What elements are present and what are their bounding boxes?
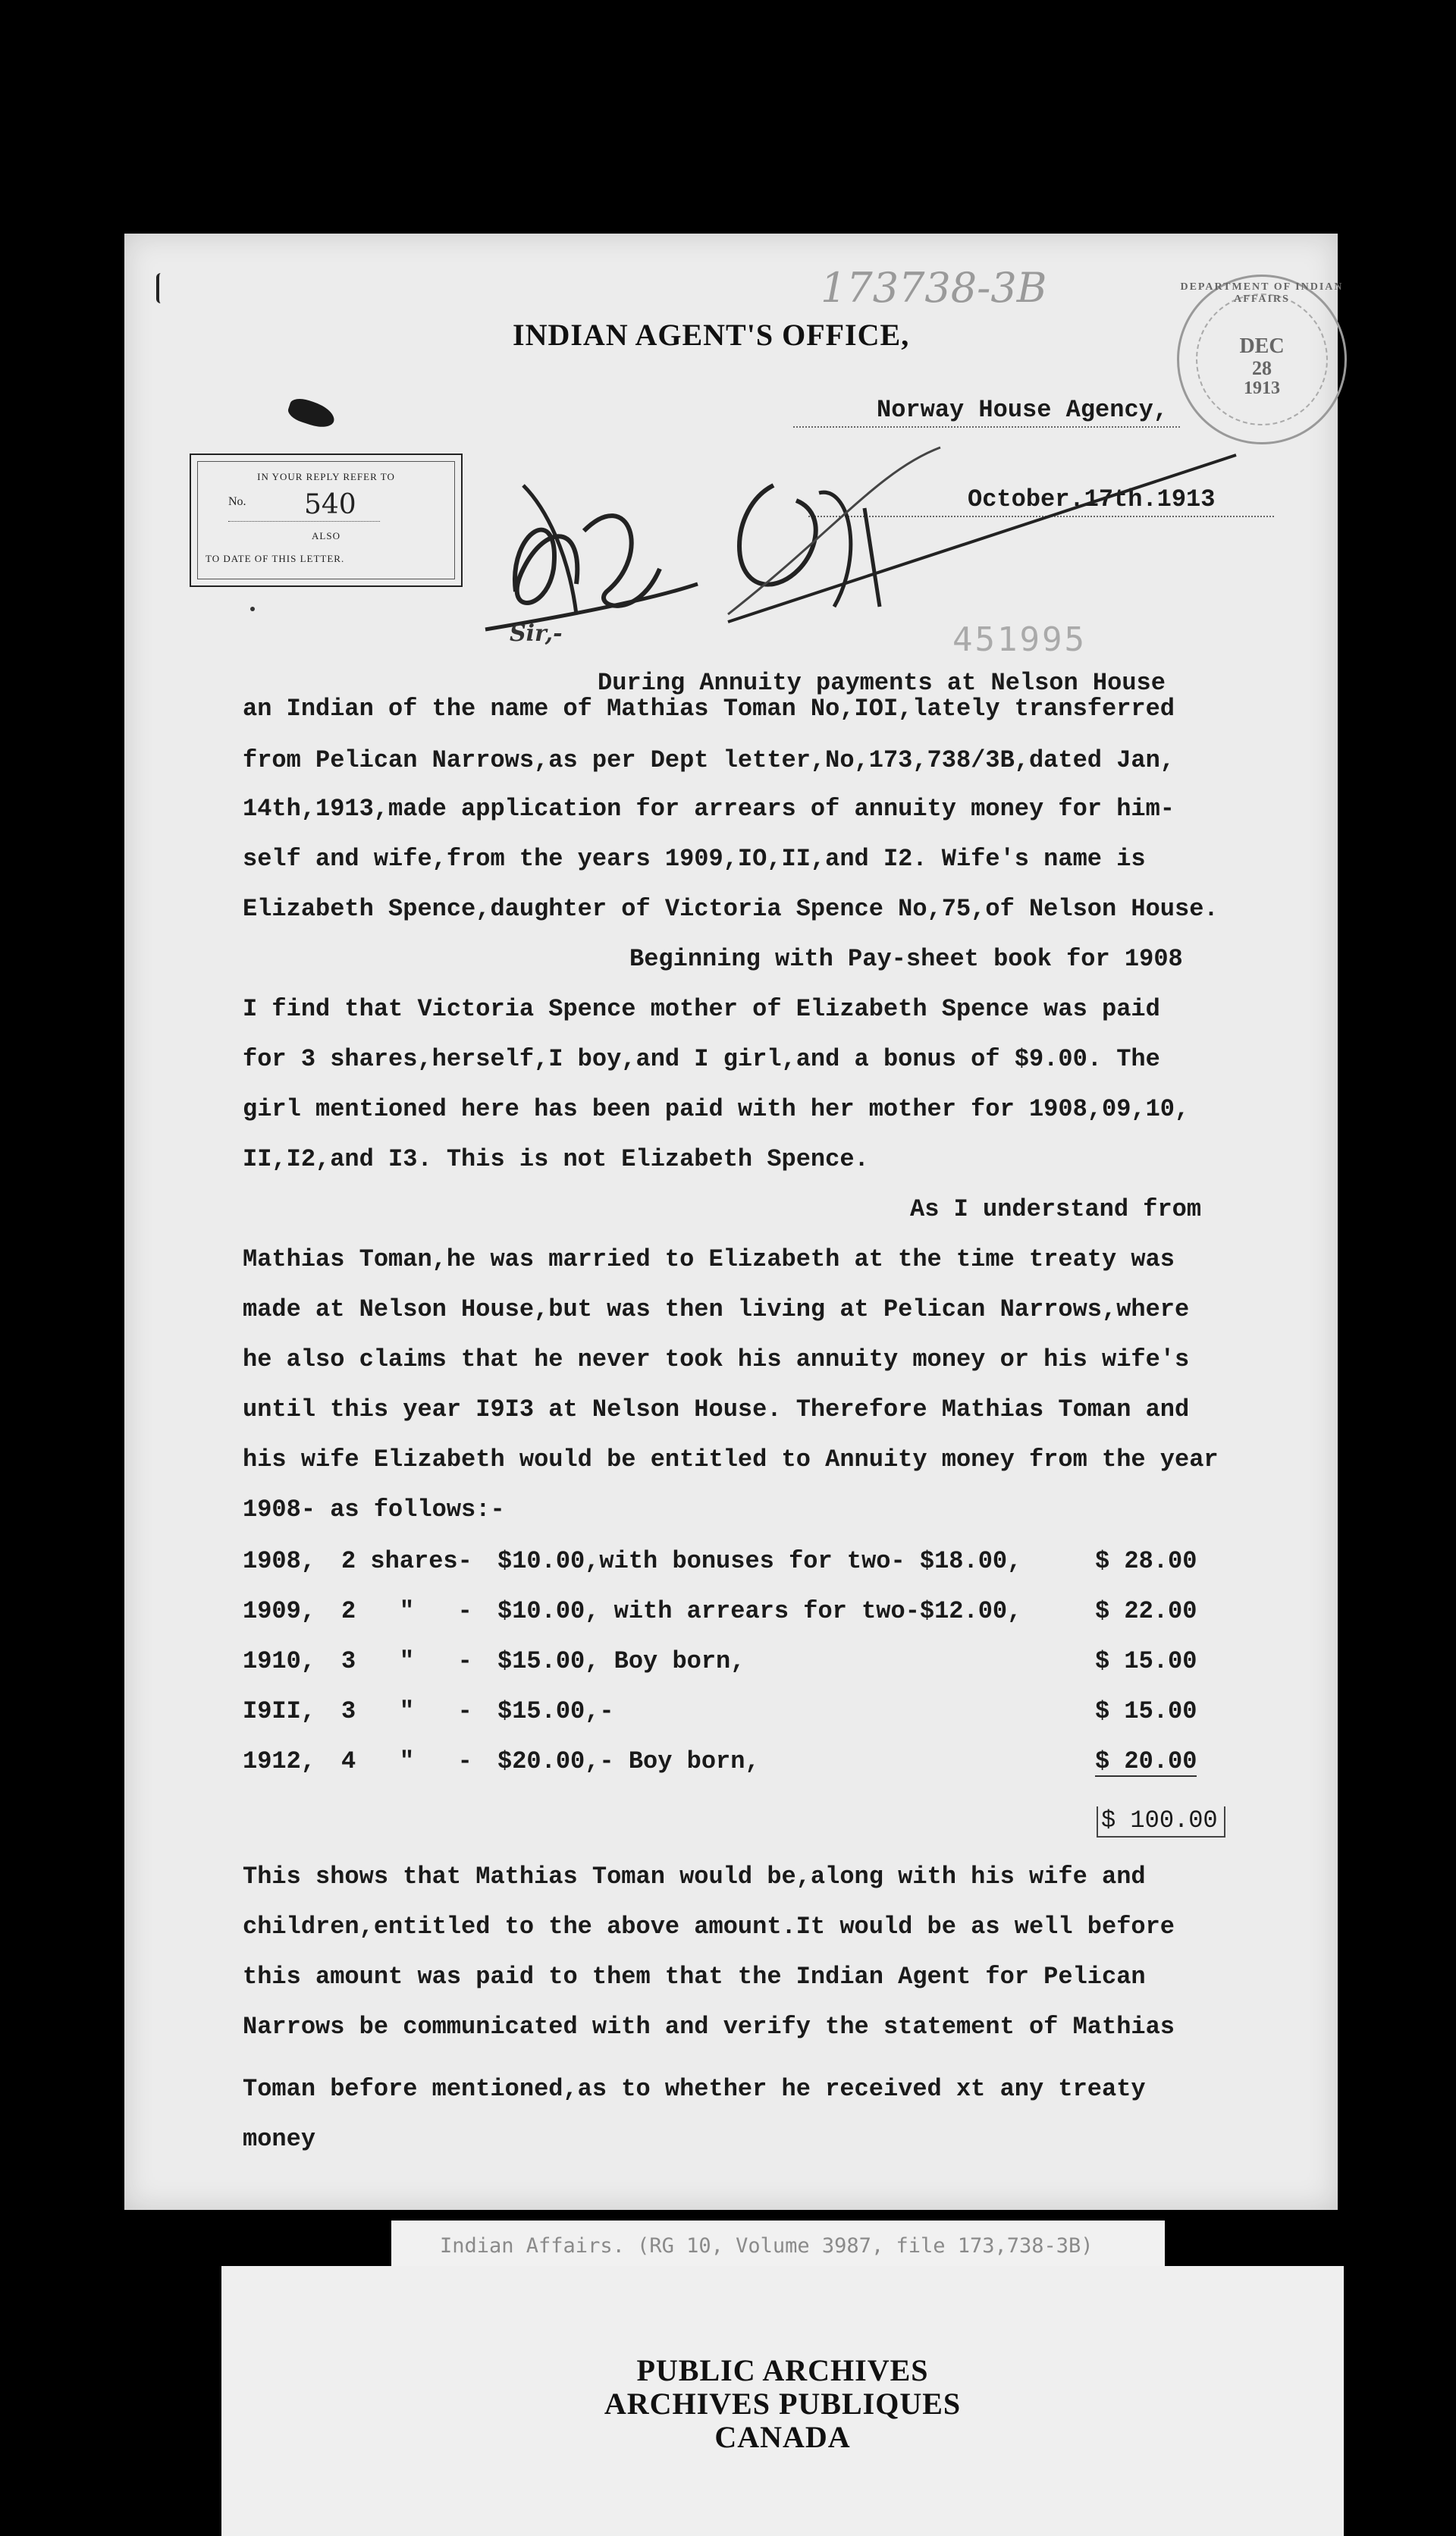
para3-line4: he also claims that he never took his annuity money or his wife's	[243, 1345, 1190, 1373]
para3-line6: his wife Elizabeth would be entitled to Annuity money from the year	[243, 1445, 1219, 1474]
table-row-4-year: I9II,	[243, 1697, 316, 1725]
table-row-4-desc: $15.00,-	[497, 1697, 614, 1725]
agency-line	[793, 426, 1180, 428]
stamp-year: 1913	[1244, 378, 1280, 398]
para1-line2: an Indian of the name of Mathias Toman No,IOI,lately transferred	[243, 695, 1175, 723]
table-row-2-desc: $10.00, with arrears for two-$12.00,	[497, 1597, 1022, 1625]
table-row-3-shares: 3 " -	[341, 1647, 472, 1675]
office-title: INDIAN AGENT'S OFFICE,	[513, 318, 910, 352]
annuity-table	[243, 1547, 1228, 1805]
para4-line3: this amount was paid to them that the Indian Agent for Pelican	[243, 1963, 1146, 1991]
reply-box-footer: TO DATE OF THIS LETTER.	[206, 553, 345, 564]
reply-number-label: No.	[228, 495, 246, 508]
para3-line1: As I understand from	[910, 1195, 1202, 1223]
archives-line-1: PUBLIC ARCHIVES	[636, 2353, 929, 2387]
para2-line2: I find that Victoria Spence mother of Elizabeth Spence was paid	[243, 995, 1160, 1023]
table-row-3-amount: $ 15.00	[1095, 1647, 1197, 1675]
table-row-5-amount: $ 20.00	[1095, 1747, 1197, 1775]
para4-line5: Toman before mentioned,as to whether he received xt any treaty	[243, 2075, 1146, 2103]
table-row-5-desc: $20.00,- Boy born,	[497, 1747, 760, 1775]
reply-number-line	[228, 489, 380, 522]
para3-line3: made at Nelson House,but was then living at Pelican Narrows,where	[243, 1295, 1190, 1323]
para2-line1: Beginning with Pay-sheet book for 1908	[629, 945, 1183, 973]
para2-line3: for 3 shares,herself,I boy,and I girl,and a bonus of $9.00. The	[243, 1045, 1160, 1073]
stamp-month: DEC	[1239, 334, 1285, 358]
para1-line3: from Pelican Narrows,as per Dept letter,No,173,738/3B,dated Jan,	[243, 746, 1175, 774]
archives-line-3: CANADA	[714, 2420, 851, 2454]
reply-box-also: ALSO	[312, 530, 340, 541]
archives-line-2: ARCHIVES PUBLIQUES	[604, 2387, 962, 2421]
initial-stroke-2	[584, 516, 660, 606]
para2-line5: II,I2,and I3. This is not Elizabeth Spence.	[243, 1145, 869, 1173]
table-row-1-desc: $10.00,with bonuses for two- $18.00,	[497, 1547, 1022, 1575]
table-row-5-year: 1912,	[243, 1747, 316, 1775]
archives-block	[221, 2266, 1344, 2536]
para2-line4: girl mentioned here has been paid with her mother for 1908,09,10,	[243, 1095, 1190, 1123]
table-row-1-amount: $ 28.00	[1095, 1547, 1197, 1575]
para3-line7: 1908- as follows:-	[243, 1496, 505, 1524]
letter-date: October.17th.1913	[968, 485, 1216, 513]
table-row-4-shares: 3 " -	[341, 1697, 472, 1725]
para1-line4: 14th,1913,made application for arrears of annuity money for him-	[243, 795, 1175, 823]
ink-dot-icon	[250, 607, 255, 611]
initial-stroke-4	[739, 485, 816, 585]
table-row-2-year: 1909,	[243, 1597, 316, 1625]
received-stamp	[1177, 275, 1347, 444]
table-row-3-year: 1910,	[243, 1647, 316, 1675]
para4-line4: Narrows be communicated with and verify the statement of Mathias	[243, 2013, 1175, 2041]
para4-line2: children,entitled to the above amount.It would be as well before	[243, 1913, 1175, 1941]
margin-mark-icon	[156, 273, 170, 303]
para1-line1: During Annuity payments at Nelson House	[598, 669, 1166, 697]
table-total: $ 100.00	[1097, 1806, 1225, 1838]
para3-line5: until this year I9I3 at Nelson House. Therefore Mathias Toman and	[243, 1395, 1190, 1423]
pen-line	[728, 455, 1236, 622]
initial-stroke-6	[864, 508, 880, 607]
table-row-5-shares: 4 " -	[341, 1747, 472, 1775]
handwritten-initials	[455, 440, 1304, 667]
para1-line6: Elizabeth Spence,daughter of Victoria Spence No,75,of Nelson House.	[243, 895, 1219, 923]
table-row-2-amount: $ 22.00	[1095, 1597, 1197, 1625]
citation-text: Indian Affairs. (RG 10, Volume 3987, file 173,738-3B)	[440, 2234, 1094, 2258]
reply-number-value: 540	[304, 489, 356, 520]
table-row-4-amount: $ 15.00	[1095, 1697, 1197, 1725]
table-row-2-shares: 2 " -	[341, 1597, 472, 1625]
table-row-3-desc: $15.00, Boy born,	[497, 1647, 745, 1675]
para4-line6: money	[243, 2125, 316, 2153]
reply-reference-box	[190, 454, 463, 587]
reply-box-heading: IN YOUR REPLY REFER TO	[257, 471, 395, 482]
para4-line1: This shows that Mathias Toman would be,along with his wife and	[243, 1863, 1146, 1891]
register-number: 451995	[952, 620, 1087, 659]
para1-line5: self and wife,from the years 1909,IO,II,and I2. Wife's name is	[243, 845, 1146, 873]
pen-line-2	[728, 447, 940, 614]
stamp-text: DEPARTMENT OF INDIAN AFFAIRS	[1180, 281, 1344, 305]
handwritten-file-number: 173738-3B	[821, 264, 1047, 312]
table-row-1-shares: 2 shares-	[341, 1547, 472, 1575]
stamp-day: 28	[1252, 357, 1272, 379]
table-row-1-year: 1908,	[243, 1547, 316, 1575]
agency-name: Norway House Agency,	[877, 396, 1169, 424]
initial-stroke-3	[523, 485, 576, 614]
para3-line2: Mathias Toman,he was married to Elizabeth at the time treaty was	[243, 1245, 1175, 1273]
salutation: Sir,-	[510, 620, 563, 647]
